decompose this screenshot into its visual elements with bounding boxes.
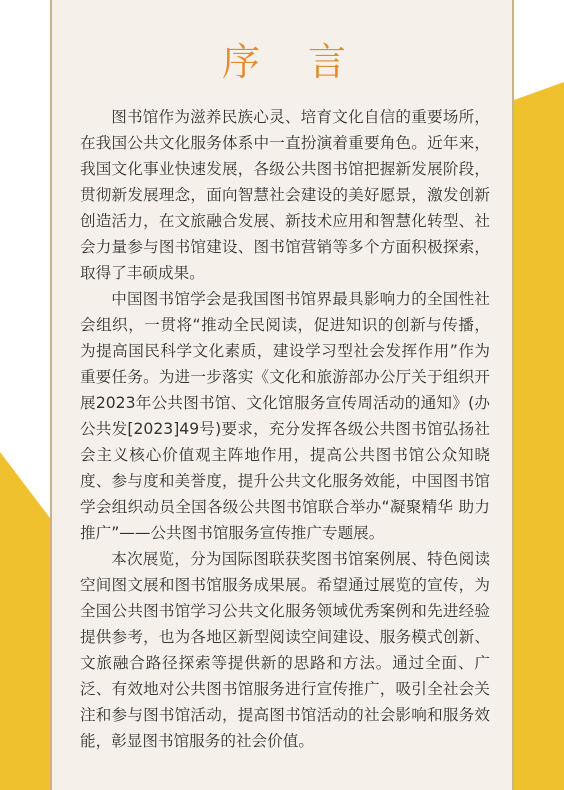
right-yellow-shape [514, 82, 564, 790]
preface-panel [50, 0, 514, 790]
left-yellow-shape [0, 452, 50, 790]
paragraph-2: 中国图书馆学会是我国图书馆界最具影响力的全国性社会组织，一贯将“推动全民阅读，促进知识的创新与传播，为提高国民科学文化素质，建设学习型社会发挥作用”作为重要任务。为进一步落实《文化和旅游部办公厅关于组织开展2023年公共图书馆、文化馆服务宣传周活动的通知》(办公共发[2023]49号)要求，充分发挥各级公共图书馆弘扬社会主义核心价值观主阵地作用，提高公共图书馆公众知晓度、参与度和美誉度，提升公共文化服务效能，中国图书馆学会组织动员全国各级公共图书馆联合举办“凝聚精华 助力推广”——公共图书馆服务宣传推广专题展。 [80, 290, 490, 542]
page-title: 序 言 [221, 40, 365, 84]
paragraph-3: 本次展览，分为国际图联获奖图书馆案例展、特色阅读空间图文展和图书馆服务成果展。希望通过展览的宣传，为全国公共图书馆学习公共文化服务领域优秀案例和先进经验提供参考，也为各地区新型阅读空间建设、服务模式创新、文旅融合路径探索等提供新的思路和方法。通过全面、广泛、有效地对公共图书馆服务进行宣传推广，吸引全社会关注和参与图书馆活动，提高图书馆活动的社会影响和服务效能，彰显图书馆服务的社会价值。 [80, 550, 490, 750]
preface-body [80, 104, 490, 754]
paragraph-1: 图书馆作为滋养民族心灵、培育文化自信的重要场所，在我国公共文化服务体系中一直扮演着重要角色。近年来，我国文化事业快速发展，各级公共图书馆把握新发展阶段，贯彻新发展理念，面向智慧社会建设的美好愿景，激发创新创造活力，在文旅融合发展、新技术应用和智慧化转型、社会力量参与图书馆建设、图书馆营销等多个方面积极探索，取得了丰硕成果。 [80, 108, 490, 282]
